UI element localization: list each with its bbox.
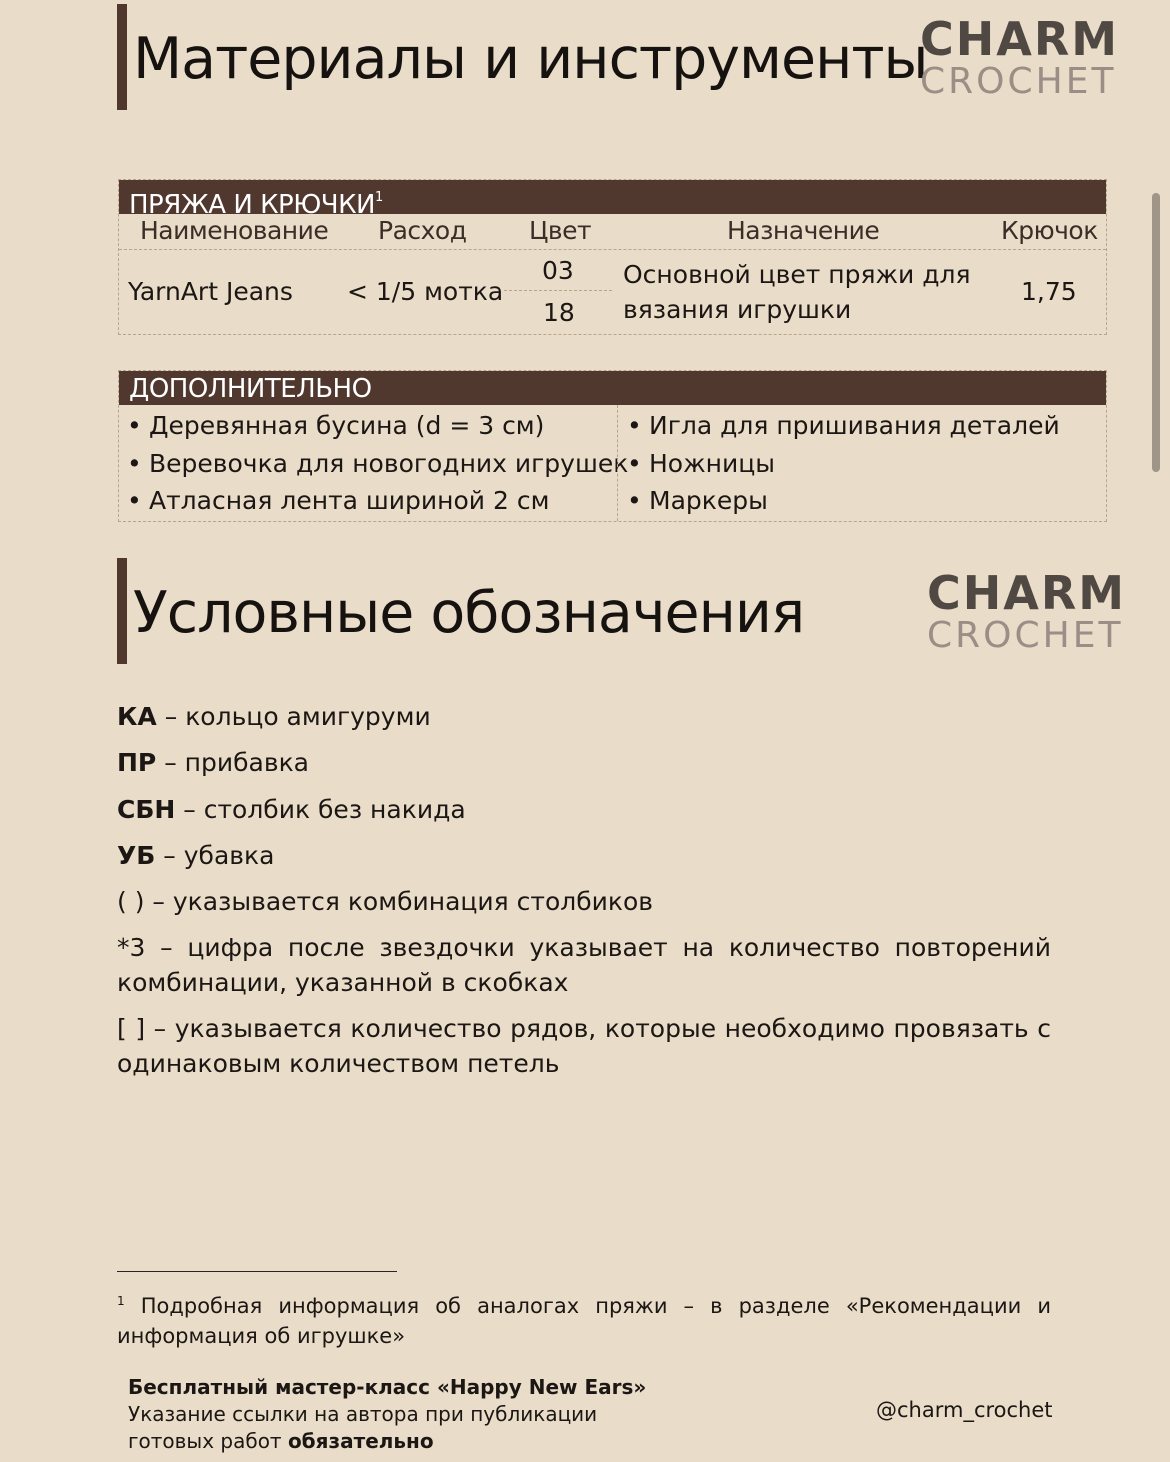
column-divider (617, 405, 618, 521)
extra-table-heading: ДОПОЛНИТЕЛЬНО (119, 371, 1106, 405)
footnote: $^1$ Подробная информация об аналогах пряжи – в разделе «Рекомендации и информация об игрушке» (117, 1294, 1051, 1348)
logo-charm: CHARM (920, 12, 1120, 66)
instagram-handle[interactable]: @charm_crochet (876, 1398, 1053, 1422)
brand-logo (920, 12, 1120, 102)
list-item: • Атласная лента шириной 2 см (119, 482, 628, 520)
legend-ub: УБ – убавка (117, 841, 275, 870)
logo-charm: CHARM (927, 566, 1127, 620)
legend-ka: КА – кольцо амигуруми (117, 702, 431, 731)
legend-star: *3 – цифра после звездочки указывает на количество повторений комбинации, указанной в скобках (117, 933, 1051, 997)
yarn-table (118, 179, 1107, 335)
yarn-purpose-line1: Основной цвет пряжи для (623, 260, 971, 289)
col-usage: Расход (378, 216, 467, 245)
yarn-table-header-row (119, 214, 1106, 250)
footnote-divider (117, 1271, 397, 1272)
logo-crochet: CROCHET (927, 615, 1124, 656)
legend-brackets: [ ] – указывается количество рядов, которые необходимо провязать с одинаковым количеством петель (117, 1014, 1051, 1078)
col-color: Цвет (529, 216, 592, 245)
footer-line3: готовых работ обязательно (128, 1429, 434, 1453)
yarn-color-1: 03 (542, 256, 574, 285)
col-hook: Крючок (1001, 216, 1098, 245)
legend-pr: ПР – прибавка (117, 748, 309, 777)
yarn-purpose-line2: вязания игрушки (623, 295, 852, 324)
legend-title: Условные обозначения (117, 558, 804, 664)
table-row (119, 250, 1106, 334)
list-item: • Ножницы (619, 445, 1060, 483)
col-name: Наименование (140, 216, 329, 245)
logo-crochet: CROCHET (920, 61, 1117, 102)
extra-table (118, 370, 1107, 522)
list-item: • Деревянная бусина (d = 3 см) (119, 407, 628, 445)
materials-title: Материалы и инструменты (117, 4, 928, 110)
col-purpose: Назначение (727, 216, 880, 245)
yarn-usage: < 1/5 мотка (347, 277, 504, 306)
color-divider (504, 290, 612, 291)
legend-sbn: СБН – столбик без накида (117, 795, 466, 824)
footer (128, 1374, 646, 1455)
yarn-table-heading: ПРЯЖА И КРЮЧКИ$^1$ (119, 180, 1106, 214)
extra-left-list (119, 407, 628, 520)
footer-line2: Указание ссылки на автора при публикации (128, 1402, 598, 1426)
list-item: • Игла для пришивания деталей (619, 407, 1060, 445)
extra-right-list (619, 407, 1060, 520)
yarn-color-2: 18 (543, 298, 575, 327)
footer-title: Бесплатный мастер-класс «Happy New Ears» (128, 1375, 647, 1399)
list-item: • Маркеры (619, 482, 1060, 520)
list-item: • Веревочка для новогодних игрушек (119, 445, 628, 483)
scrollbar[interactable] (1152, 193, 1160, 472)
yarn-hook: 1,75 (1021, 277, 1077, 306)
yarn-name: YarnArt Jeans (128, 277, 293, 306)
brand-logo (927, 566, 1127, 656)
extra-table-body (119, 405, 1106, 521)
legend-parens: ( ) – указывается комбинация столбиков (117, 887, 654, 916)
